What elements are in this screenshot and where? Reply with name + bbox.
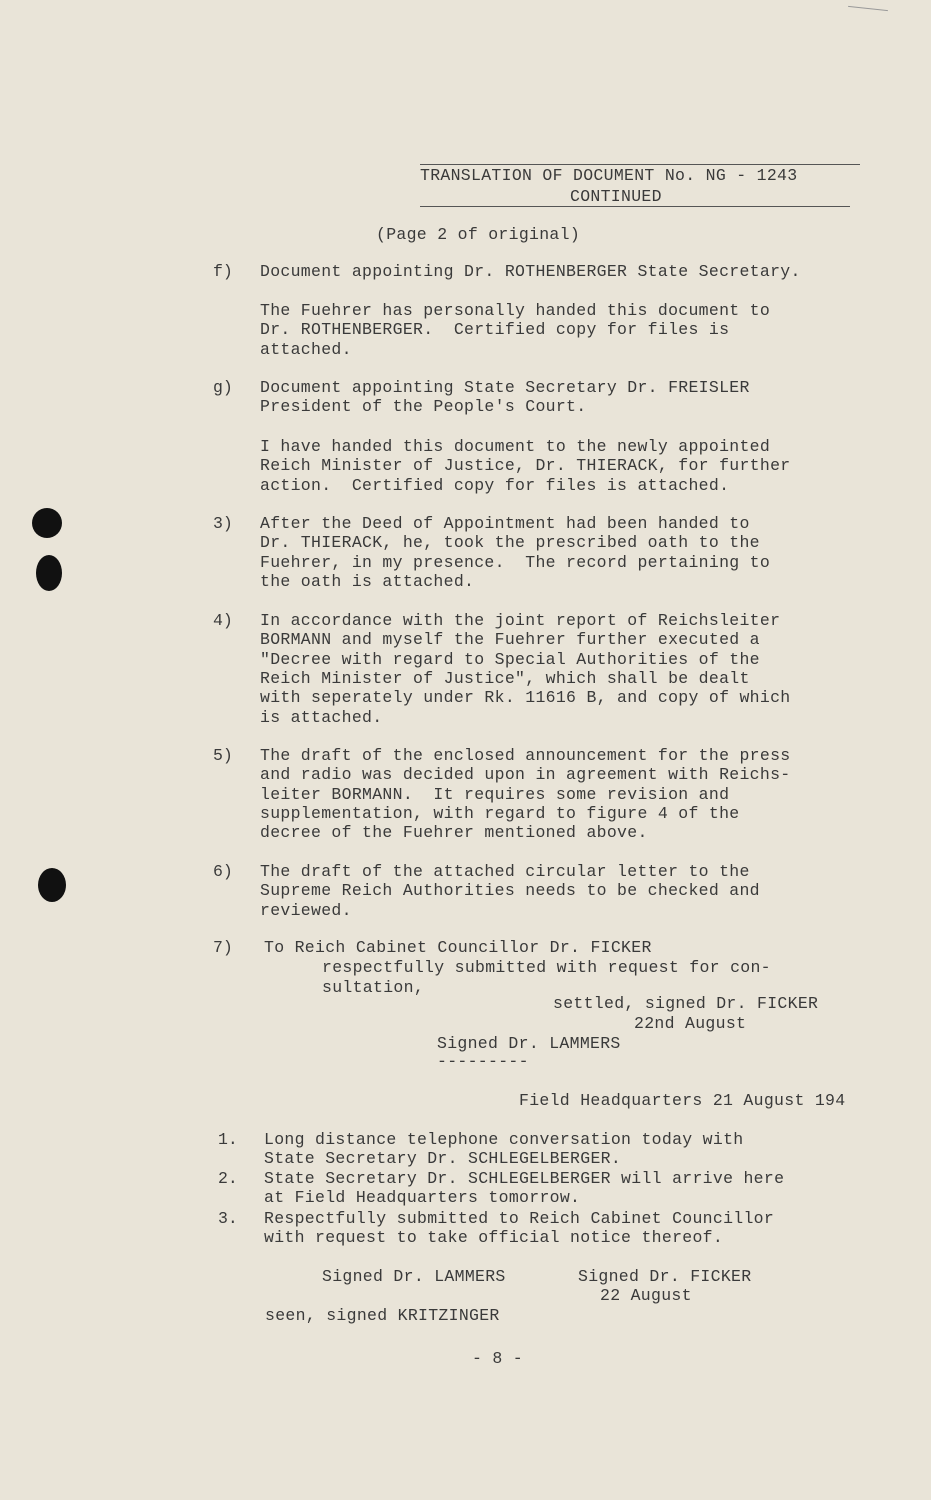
subtitle-rule xyxy=(420,206,850,207)
item7-line1: To Reich Cabinet Councillor Dr. FICKER xyxy=(264,938,652,957)
item7-marker: 7) xyxy=(213,938,233,957)
item7-settled-date: 22nd August xyxy=(634,1014,747,1033)
numbered-line: State Secretary Dr. SCHLEGELBERGER. xyxy=(264,1149,622,1169)
item-line: After the Deed of Appointment had been handed to xyxy=(260,514,750,533)
numbered-marker: 3. xyxy=(218,1209,238,1228)
punch-hole-1 xyxy=(32,508,62,538)
doc-title: TRANSLATION OF DOCUMENT No. NG - 1243 xyxy=(420,166,798,185)
item-line: The draft of the enclosed announcement for the press xyxy=(260,746,791,765)
item-line: with seperately under Rk. 11616 B, and copy of which xyxy=(260,688,791,708)
page-number: - 8 - xyxy=(472,1349,524,1368)
numbered-line: Long distance telephone conversation today with xyxy=(264,1130,744,1149)
item7-signed: Signed Dr. LAMMERS xyxy=(437,1034,621,1053)
item-line: Document appointing State Secretary Dr. FREISLER xyxy=(260,378,750,397)
item-line: reviewed. xyxy=(260,900,352,920)
item7-line3: sultation, xyxy=(322,978,425,997)
item-marker: 4) xyxy=(213,611,233,630)
item7-settled: settled, signed Dr. FICKER xyxy=(553,994,819,1013)
field-headquarters: Field Headquarters 21 August 194 xyxy=(519,1091,846,1110)
punch-hole-3 xyxy=(38,868,66,902)
item-line: Reich Minister of Justice, Dr. THIERACK, for further xyxy=(260,456,791,476)
item-line: is attached. xyxy=(260,707,383,727)
numbered-line: State Secretary Dr. SCHLEGELBERGER will arrive here xyxy=(264,1169,785,1188)
item-line: action. Certified copy for files is attached. xyxy=(260,475,730,495)
item-line: BORMANN and myself the Fuehrer further executed a xyxy=(260,630,760,650)
doc-subtitle: CONTINUED xyxy=(570,187,662,206)
numbered-line: at Field Headquarters tomorrow. xyxy=(264,1188,581,1208)
page-reference: (Page 2 of original) xyxy=(376,225,581,244)
item-line: In accordance with the joint report of Reichsleiter xyxy=(260,611,781,630)
punch-hole-2 xyxy=(36,555,62,591)
numbered-line: Respectfully submitted to Reich Cabinet Councillor xyxy=(264,1209,775,1228)
item-line: The Fuehrer has personally handed this document to xyxy=(260,301,771,320)
item-marker: f) xyxy=(213,262,233,281)
numbered-marker: 2. xyxy=(218,1169,238,1188)
item-line: supplementation, with regard to figure 4 of the xyxy=(260,803,740,823)
numbered-line: with request to take official notice thereof. xyxy=(264,1228,724,1248)
numbered-marker: 1. xyxy=(218,1130,238,1149)
item-line: "Decree with regard to Special Authorities of the xyxy=(260,649,760,669)
item-line: leiter BORMANN. It requires some revision and xyxy=(260,784,730,804)
item-line: Dr. ROTHENBERGER. Certified copy for files is xyxy=(260,320,730,340)
item-line: decree of the Fuehrer mentioned above. xyxy=(260,823,648,843)
item-line: The draft of the attached circular letter to the xyxy=(260,862,750,881)
signature-right-date: 22 August xyxy=(600,1286,692,1305)
item-line: and radio was decided upon in agreement with Reichs- xyxy=(260,765,791,785)
signature-right: Signed Dr. FICKER xyxy=(578,1267,752,1286)
signature-left: Signed Dr. LAMMERS xyxy=(322,1267,506,1286)
title-rule xyxy=(420,164,860,165)
corner-mark xyxy=(848,6,888,11)
item-line: Reich Minister of Justice", which shall be dealt xyxy=(260,668,750,688)
item-line: attached. xyxy=(260,339,352,359)
item-marker: 5) xyxy=(213,746,233,765)
item-line: President of the People's Court. xyxy=(260,397,587,417)
seen-signature: seen, signed KRITZINGER xyxy=(265,1306,500,1325)
item-line: Supreme Reich Authorities needs to be checked and xyxy=(260,881,760,901)
item-line: Document appointing Dr. ROTHENBERGER State Secretary. xyxy=(260,262,801,281)
item-line: the oath is attached. xyxy=(260,571,475,591)
item-marker: g) xyxy=(213,378,233,397)
item-line: Dr. THIERACK, he, took the prescribed oath to the xyxy=(260,533,760,553)
item7-line2: respectfully submitted with request for con- xyxy=(322,958,771,977)
item7-dashes: --------- xyxy=(437,1052,529,1071)
item-line: Fuehrer, in my presence. The record pertaining to xyxy=(260,552,771,572)
item-line: I have handed this document to the newly appointed xyxy=(260,437,771,456)
item-marker: 3) xyxy=(213,514,233,533)
item-marker: 6) xyxy=(213,862,233,881)
